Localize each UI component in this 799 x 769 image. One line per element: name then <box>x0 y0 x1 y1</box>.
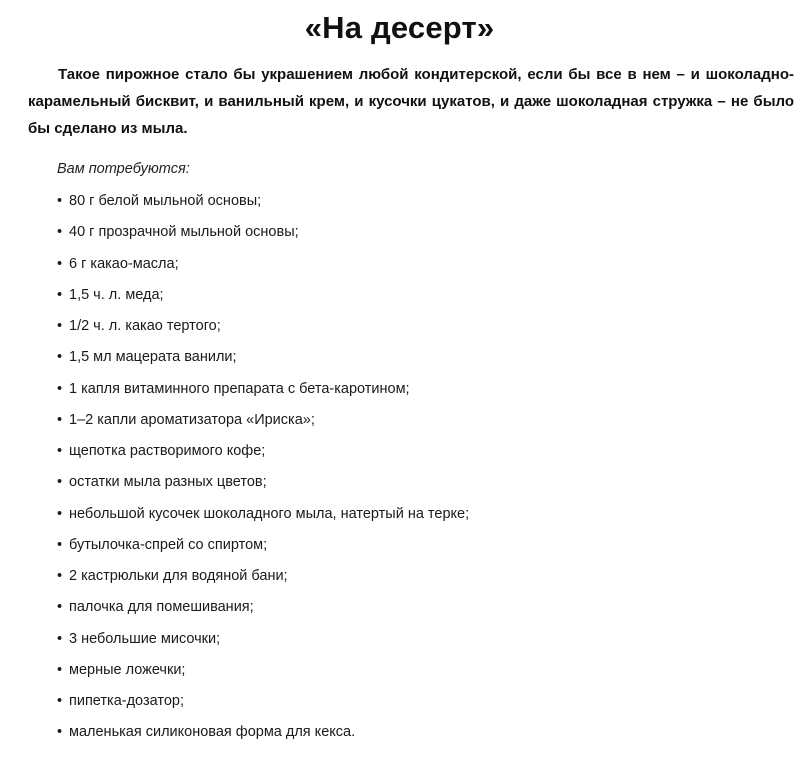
ingredients-heading: Вам потребуются: <box>57 161 190 177</box>
list-item-text: мерные ложечки; <box>69 661 186 678</box>
list-item-text: 1,5 ч. л. меда; <box>69 286 164 303</box>
list-item-text: 2 кастрюльки для водяной бани; <box>69 568 288 584</box>
bullet-icon: • <box>57 693 63 709</box>
ingredients-list <box>57 191 469 754</box>
bullet-icon: • <box>57 599 63 616</box>
list-item <box>57 660 469 691</box>
bullet-icon: • <box>57 505 63 522</box>
bullet-icon: • <box>57 630 63 647</box>
list-item <box>57 722 469 753</box>
bullet-icon: • <box>57 286 63 303</box>
list-item <box>57 222 469 253</box>
list-item <box>57 379 469 410</box>
bullet-icon: • <box>57 193 63 209</box>
list-item-text: 1,5 мл мацерата ванили; <box>69 349 237 366</box>
list-item <box>57 504 469 535</box>
page-title: «На десерт» <box>304 10 495 45</box>
bullet-icon: • <box>57 661 63 678</box>
list-item-text: 40 г прозрачной мыльной основы; <box>69 224 299 241</box>
list-item <box>57 629 469 660</box>
list-item-text: маленькая силиконовая форма для кекса. <box>69 724 356 741</box>
list-item <box>57 285 469 316</box>
bullet-icon: • <box>57 474 63 491</box>
intro-paragraph: Такое пирожное стало бы украшением любой кондитерской, если бы все в нем – и шоколадно-карамельный бисквит, и ванильный крем, и кусочки цукатов, и даже шоколадная стружка – не было бы сделано из мыла. <box>28 66 794 137</box>
list-item-text: щепотка растворимого кофе; <box>69 443 266 459</box>
list-item <box>57 347 469 378</box>
list-item-text: палочка для помешивания; <box>69 599 254 616</box>
bullet-icon: • <box>57 380 63 397</box>
list-item <box>57 410 469 441</box>
bullet-icon: • <box>57 568 63 584</box>
list-item <box>57 566 469 597</box>
bullet-icon: • <box>57 318 63 334</box>
bullet-icon: • <box>57 443 63 459</box>
list-item <box>57 597 469 628</box>
bullet-icon: • <box>57 536 63 553</box>
list-item-text: пипетка-дозатор; <box>69 693 184 709</box>
list-item <box>57 472 469 503</box>
list-item <box>57 191 469 222</box>
list-item <box>57 441 469 472</box>
list-item-text: бутылочка-спрей со спиртом; <box>69 536 268 553</box>
bullet-icon: • <box>57 411 63 428</box>
list-item <box>57 254 469 285</box>
list-item-text: небольшой кусочек шоколадного мыла, натертый на терке; <box>69 505 470 522</box>
list-item-text: 3 небольшие мисочки; <box>69 630 221 647</box>
bullet-icon: • <box>57 255 63 272</box>
list-item-text: 1–2 капли ароматизатора «Ириска»; <box>69 411 315 428</box>
bullet-icon: • <box>57 224 63 241</box>
list-item-text: 1 капля витаминного препарата с бета-каротином; <box>69 380 410 397</box>
bullet-icon: • <box>57 724 63 741</box>
list-item-text: 80 г белой мыльной основы; <box>69 193 262 209</box>
list-item <box>57 316 469 347</box>
bullet-icon: • <box>57 349 63 366</box>
list-item-text: 6 г какао-масла; <box>69 255 179 272</box>
list-item <box>57 691 469 722</box>
list-item <box>57 535 469 566</box>
list-item-text: остатки мыла разных цветов; <box>69 474 267 491</box>
list-item-text: 1/2 ч. л. какао тертого; <box>69 318 221 334</box>
